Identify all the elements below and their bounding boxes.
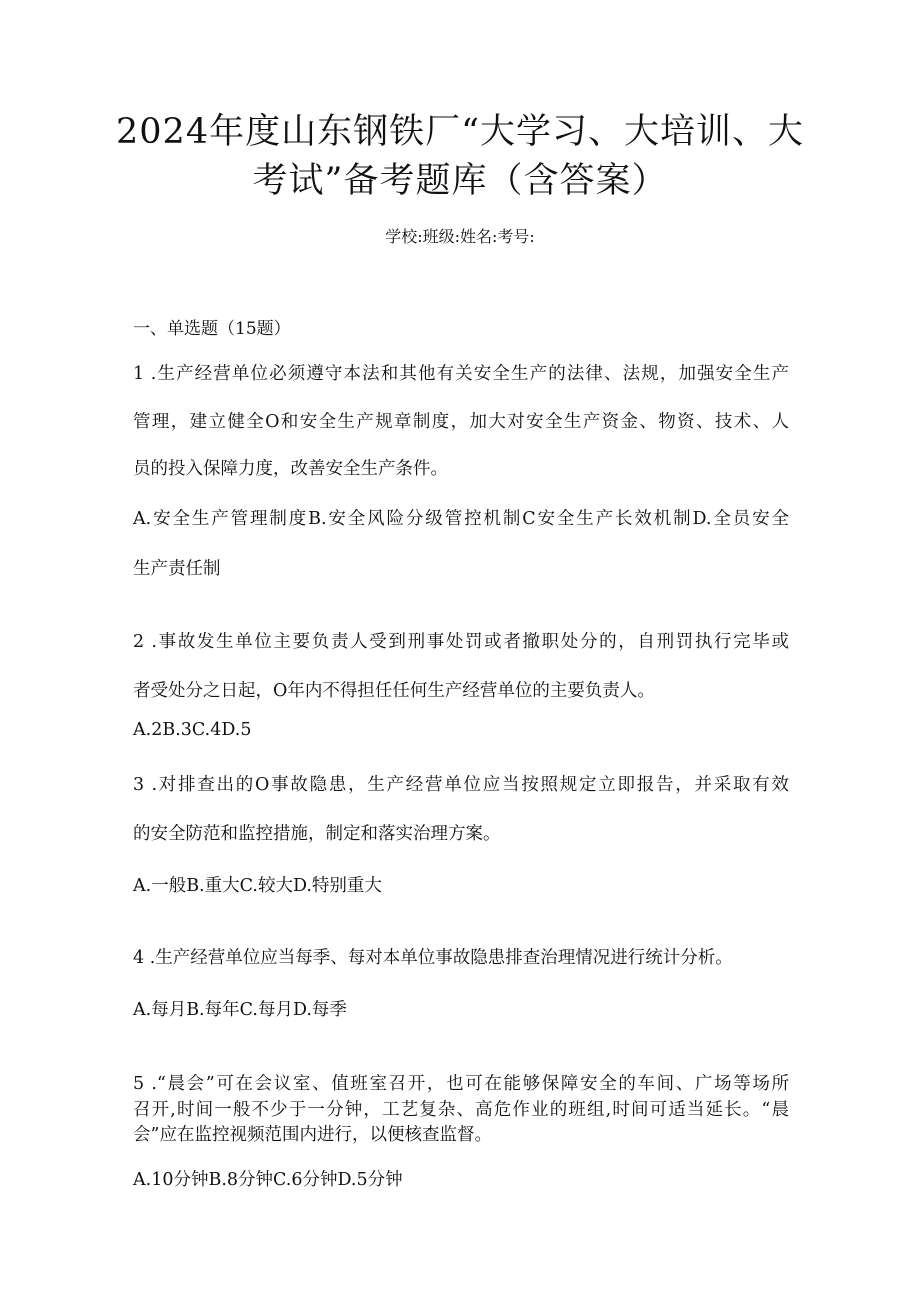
document-title-line-1: 2024年度山东钢铁厂“大学习、大培训、大 — [116, 112, 804, 152]
question-5-options: A.10分钟B.8分钟C.6分钟D.5分钟 — [133, 1170, 403, 1190]
question-1-options-line-2: 生产责任制 — [133, 559, 221, 579]
student-info-line: 学校:班级:姓名:考号: — [385, 227, 535, 246]
question-3-options: A.一般B.重大C.较大D.特别重大 — [133, 876, 382, 896]
question-1-line-2: 管理，建立健全O和安全生产规章制度，加大对安全生产资金、物资、技术、人 — [133, 412, 789, 432]
question-4-options: A.每月B.每年C.每月D.每季 — [133, 1000, 347, 1020]
question-2-line-1: 2 .事故发生单位主要负责人受到刑事处罚或者撤职处分的，自刑罚执行完毕或 — [133, 632, 789, 652]
question-1-options-line-1: A.安全生产管理制度B.安全风险分级管控机制C安全生产长效机制D.全员安全 — [133, 509, 789, 529]
question-3-line-2: 的安全防范和监控措施，制定和落实治理方案。 — [133, 824, 501, 844]
question-2-options: A.2B.3C.4D.5 — [133, 720, 252, 740]
question-5-line-2: 召开,时间一般不少于一分钟，工艺复杂、高危作业的班组,时间可适当延长。“晨 — [133, 1100, 789, 1120]
document-title-line-2: 考试”备考题库（含答案） — [252, 161, 668, 201]
question-5-line-3: 会”应在监控视频范围内进行，以便核查监督。 — [133, 1125, 492, 1145]
question-1-line-3: 员的投入保障力度，改善安全生产条件。 — [133, 459, 448, 479]
question-1-line-1: 1 .生产经营单位必须遵守本法和其他有关安全生产的法律、法规，加强安全生产 — [133, 364, 789, 384]
question-4-line-1: 4 .生产经营单位应当每季、每对本单位事故隐患排查治理情况进行统计分析。 — [133, 948, 733, 968]
question-5-line-1: 5 .“晨会”可在会议室、值班室召开，也可在能够保障安全的车间、广场等场所 — [133, 1074, 789, 1094]
section-heading: 一、单选题（15题） — [133, 319, 291, 339]
question-3-line-1: 3 .对排查出的O事故隐患，生产经营单位应当按照规定立即报告，并采取有效 — [133, 775, 789, 795]
question-2-line-2: 者受处分之日起，O年内不得担任任何生产经营单位的主要负责人。 — [133, 681, 655, 701]
